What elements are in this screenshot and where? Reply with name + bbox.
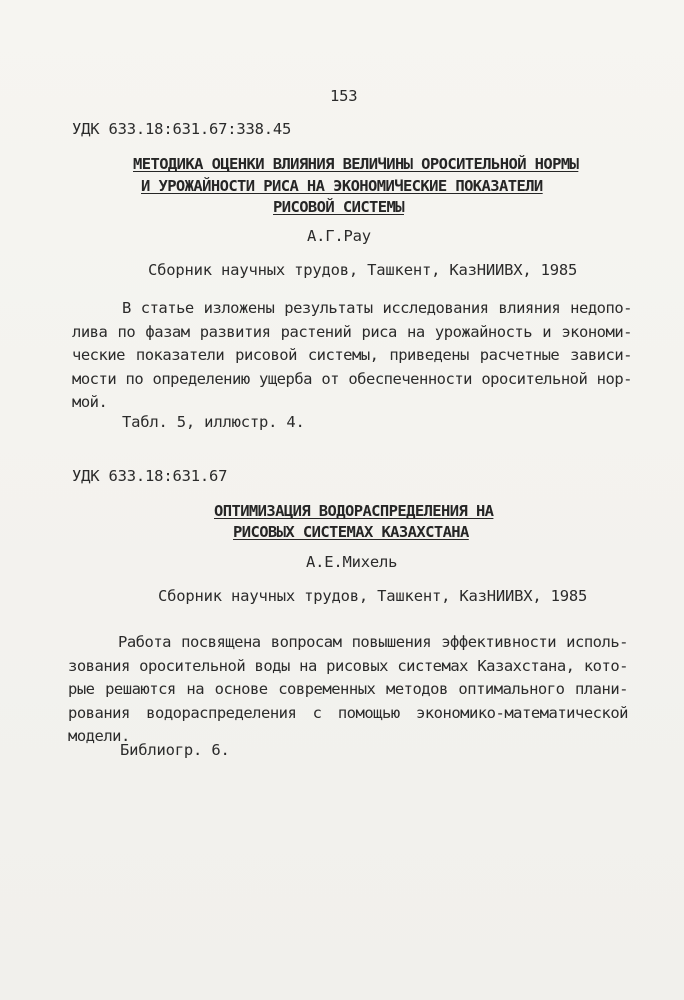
article-2-note: Библиогр. 6. <box>120 741 230 759</box>
article-2-title-line-2: РИСОВЫХ СИСТЕМАХ КАЗАХСТАНА <box>233 523 469 541</box>
article-2-title-line-1: ОПТИМИЗАЦИЯ ВОДОРАСПРЕДЕЛЕНИЯ НА <box>214 502 494 520</box>
article-2-abstract: Работа посвящена вопросам повышения эффективности исполь-зования оросительной воды на рисовых системах Казахстана, кото-рые решаются на основе современных методов оптимального плани-рования водораспределения с помощью экономико-математической модели. <box>68 633 628 745</box>
article-1-title-line-2: И УРОЖАЙНОСТИ РИСА НА ЭКОНОМИЧЕСКИЕ ПОКАЗАТЕЛИ <box>141 177 543 195</box>
article-1-author: А.Г.Рау <box>307 227 371 245</box>
article-1-udc: УДК 633.18:631.67:338.45 <box>72 120 292 138</box>
article-1-title-line-3: РИСОВОЙ СИСТЕМЫ <box>273 198 404 216</box>
article-2-source: Сборник научных трудов, Ташкент, КазНИИВХ, 1985 <box>158 587 588 605</box>
article-2-udc: УДК 633.18:631.67 <box>72 467 228 485</box>
article-1-title-line-1: МЕТОДИКА ОЦЕНКИ ВЛИЯНИЯ ВЕЛИЧИНЫ ОРОСИТЕЛЬНОЙ НОРМЫ <box>133 155 579 173</box>
page-number: 153 <box>330 87 358 105</box>
article-1-source: Сборник научных трудов, Ташкент, КазНИИВХ, 1985 <box>148 261 578 279</box>
article-1-abstract: В статье изложены результаты исследования влияния недопо-лива по фазам развития растений риса на урожайность и экономи-ческие показатели рисовой системы, приведены расчетные зависи-мости по определению ущерба от обеспеченности оросительной нор-мой. <box>72 299 632 411</box>
article-2-author: А.Е.Михель <box>306 553 398 571</box>
article-1-note: Табл. 5, иллюстр. 4. <box>122 413 305 431</box>
